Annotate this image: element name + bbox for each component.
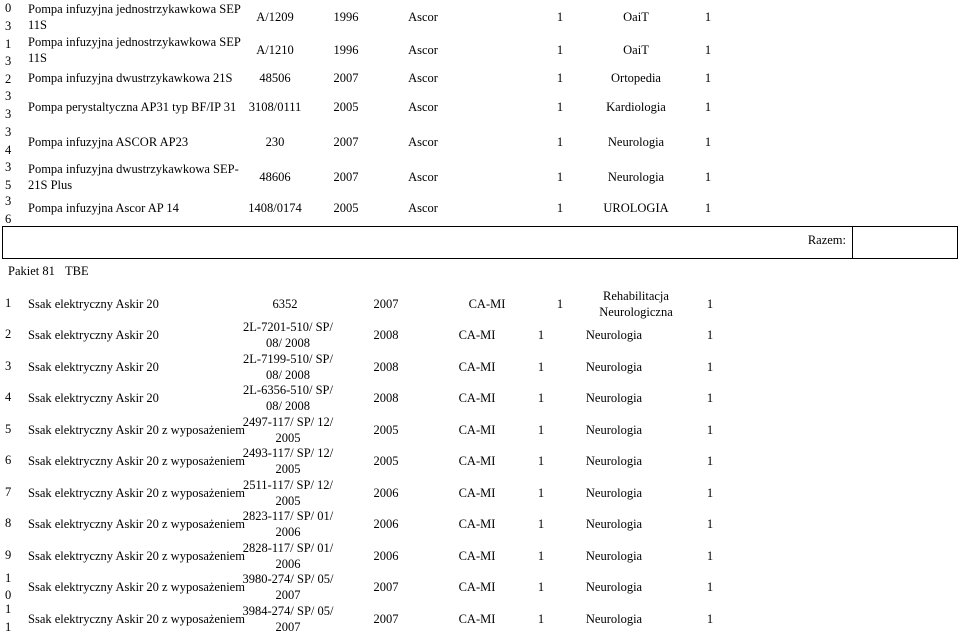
equipment-name: Pompa infuzyjna Ascor AP 14 xyxy=(28,200,179,215)
equipment-name: Ssak elektryczny Askir 20 z wyposażeniem xyxy=(28,454,245,468)
count: 1 xyxy=(704,43,712,57)
count: 1 xyxy=(706,454,714,468)
count: 1 xyxy=(704,71,712,85)
manufacturer: Ascor xyxy=(408,71,438,85)
equipment-name: Ssak elektryczny Askir 20 z wyposażeniem xyxy=(28,548,245,563)
count: 1 xyxy=(704,170,712,184)
manufacturer: CA-MI xyxy=(458,391,496,405)
count: 1 xyxy=(706,422,714,437)
count: 1 xyxy=(706,611,714,626)
equipment-name: Ssak elektryczny Askir 20 z wyposażeniem xyxy=(28,611,245,626)
row-number: 32 xyxy=(5,54,12,86)
serial-number: 1408/0174 xyxy=(248,201,302,215)
production-year: 2008 xyxy=(373,391,399,405)
department: OaiT xyxy=(623,43,649,57)
quantity: 1 xyxy=(556,10,564,24)
quantity: 1 xyxy=(537,422,545,437)
department: Neurologia xyxy=(607,170,665,184)
row-number: 6 xyxy=(5,453,12,468)
equipment-name: Pompa infuzyjna jednostrzykawkowa SEP 11S xyxy=(28,34,241,65)
quantity: 1 xyxy=(537,328,545,342)
department: Rehabilitacja Neurologiczna xyxy=(599,289,673,319)
manufacturer: CA-MI xyxy=(458,454,496,468)
serial-number: 3980-274/ SP/ 05/ 2007 xyxy=(242,572,334,602)
production-year: 2005 xyxy=(333,201,359,215)
quantity: 1 xyxy=(556,43,564,57)
serial-number: 2L-6356-510/ SP/ 08/ 2008 xyxy=(243,383,333,413)
production-year: 2006 xyxy=(373,517,399,531)
equipment-name: Ssak elektryczny Askir 20 z wyposażeniem xyxy=(28,580,245,594)
manufacturer: Ascor xyxy=(408,170,438,184)
serial-number: 2493-117/ SP/ 12/ 2005 xyxy=(242,446,334,476)
production-year: 2007 xyxy=(373,297,399,311)
quantity: 1 xyxy=(537,580,545,594)
production-year: 1996 xyxy=(333,43,359,57)
package-name: TBE xyxy=(65,263,89,278)
manufacturer: CA-MI xyxy=(458,611,496,626)
count: 1 xyxy=(706,297,714,311)
production-year: 2007 xyxy=(373,580,399,594)
serial-number: 2828-117/ SP/ 01/ 2006 xyxy=(242,540,334,571)
manufacturer: CA-MI xyxy=(458,328,496,342)
department: Ortopedia xyxy=(611,71,661,85)
row-number: 33 xyxy=(5,89,12,121)
serial-number: A/1210 xyxy=(256,43,294,57)
equipment-name: Pompa infuzyjna dwustrzykawkowa 21S xyxy=(28,70,233,85)
quantity: 1 xyxy=(537,485,545,500)
serial-number: 48506 xyxy=(259,71,291,85)
row-number: 34 xyxy=(5,125,12,157)
equipment-name: Pompa infuzyjna jednostrzykawkowa SEP 11S xyxy=(28,1,241,32)
serial-number: A/1209 xyxy=(256,10,294,24)
equipment-name: Ssak elektryczny Askir 20 z wyposażeniem xyxy=(28,485,245,500)
quantity: 1 xyxy=(556,297,564,311)
count: 1 xyxy=(704,100,712,114)
equipment-name: Pompa infuzyjna ASCOR AP23 xyxy=(28,134,189,149)
column-divider xyxy=(852,227,853,258)
department: Neurologia xyxy=(585,454,643,468)
manufacturer: CA-MI xyxy=(468,297,506,311)
equipment-name: Ssak elektryczny Askir 20 z wyposażeniem xyxy=(28,422,245,437)
department: Neurologia xyxy=(585,328,643,342)
table-row xyxy=(0,290,960,318)
production-year: 2008 xyxy=(373,328,399,342)
department: OaiT xyxy=(623,10,649,24)
row-number: 8 xyxy=(5,516,12,531)
serial-number: 2L-7201-510/ SP/ 08/ 2008 xyxy=(243,320,333,350)
department: Neurologia xyxy=(585,548,643,563)
row-number: 0 xyxy=(5,1,12,15)
department: Neurologia xyxy=(585,517,643,531)
quantity: 1 xyxy=(556,135,564,149)
production-year: 2005 xyxy=(373,454,399,468)
table-row xyxy=(0,319,960,351)
manufacturer: CA-MI xyxy=(458,580,496,594)
department: Neurologia xyxy=(585,580,643,594)
table-row xyxy=(0,571,960,603)
table-row xyxy=(0,414,960,446)
count: 1 xyxy=(706,517,714,531)
equipment-name: Ssak elektryczny Askir 20 xyxy=(28,297,159,311)
table-row xyxy=(0,194,960,226)
count: 1 xyxy=(706,485,714,500)
table-row xyxy=(0,90,960,124)
row-number: 36 xyxy=(5,194,12,226)
quantity: 1 xyxy=(556,71,564,85)
quantity: 1 xyxy=(556,201,564,215)
manufacturer: Ascor xyxy=(408,10,438,24)
count: 1 xyxy=(704,201,712,215)
count: 1 xyxy=(704,10,712,24)
count: 1 xyxy=(706,328,714,342)
serial-number: 3984-274/ SP/ 05/ 2007 xyxy=(242,603,334,634)
table-row xyxy=(0,54,960,90)
equipment-name: Ssak elektryczny Askir 20 xyxy=(28,328,159,342)
quantity: 1 xyxy=(556,100,564,114)
serial-number: 3108/0111 xyxy=(248,100,302,114)
department: Neurologia xyxy=(607,135,665,149)
department: Neurologia xyxy=(585,485,643,500)
quantity: 1 xyxy=(537,359,545,374)
production-year: 2006 xyxy=(373,548,399,563)
serial-number: 48606 xyxy=(259,170,291,184)
row-number: 31 xyxy=(5,19,12,51)
table-row xyxy=(0,351,960,383)
production-year: 2006 xyxy=(373,485,399,500)
table-row xyxy=(0,603,960,635)
serial-number: 2L-7199-510/ SP/ 08/ 2008 xyxy=(243,351,333,382)
serial-number: 2511-117/ SP/ 12/ 2005 xyxy=(242,477,334,508)
quantity: 1 xyxy=(537,517,545,531)
count: 1 xyxy=(706,580,714,594)
manufacturer: Ascor xyxy=(408,100,438,114)
serial-number: 2823-117/ SP/ 01/ 2006 xyxy=(242,509,334,539)
table-row xyxy=(0,540,960,572)
row-number: 9 xyxy=(5,547,12,562)
production-year: 2007 xyxy=(333,135,359,149)
department: Neurologia xyxy=(585,391,643,405)
manufacturer: CA-MI xyxy=(458,548,496,563)
quantity: 1 xyxy=(537,454,545,468)
equipment-name: Ssak elektryczny Askir 20 xyxy=(28,359,159,374)
table-row xyxy=(0,508,960,540)
department: Neurologia xyxy=(585,611,643,626)
table-row xyxy=(0,445,960,477)
row-number: 35 xyxy=(5,160,12,192)
production-year: 2007 xyxy=(333,170,359,184)
production-year: 2007 xyxy=(333,71,359,85)
table-row xyxy=(0,382,960,414)
quantity: 1 xyxy=(537,548,545,563)
table-row xyxy=(0,0,960,34)
production-year: 1996 xyxy=(333,10,359,24)
row-number: 5 xyxy=(5,421,12,436)
equipment-name: Ssak elektryczny Askir 20 z wyposażeniem xyxy=(28,517,245,531)
department: Kardiologia xyxy=(606,100,666,114)
department: UROLOGIA xyxy=(603,201,669,215)
quantity: 1 xyxy=(537,611,545,626)
production-year: 2007 xyxy=(373,611,399,626)
production-year: 2005 xyxy=(333,100,359,114)
count: 1 xyxy=(706,359,714,374)
quantity: 1 xyxy=(537,391,545,405)
table-row xyxy=(0,19,960,66)
manufacturer: Ascor xyxy=(408,43,438,57)
table-row xyxy=(0,477,960,509)
count: 1 xyxy=(706,548,714,563)
quantity: 1 xyxy=(556,170,564,184)
row-number: 3 xyxy=(5,358,12,373)
department: Neurologia xyxy=(585,422,643,437)
row-number: 7 xyxy=(5,484,12,499)
count: 1 xyxy=(706,391,714,405)
count: 1 xyxy=(704,135,712,149)
row-number: 2 xyxy=(5,327,12,342)
package-label: Pakiet 81 xyxy=(8,263,55,278)
manufacturer: Ascor xyxy=(408,201,438,215)
table-row xyxy=(0,124,960,160)
row-number: 4 xyxy=(5,390,12,405)
production-year: 2008 xyxy=(373,359,399,374)
equipment-name: Pompa perystaltyczna AP31 typ BF/IP 31 xyxy=(28,99,237,114)
department: Neurologia xyxy=(585,359,643,374)
production-year: 2005 xyxy=(373,422,399,437)
serial-number: 6352 xyxy=(272,297,298,311)
table-row xyxy=(0,160,960,194)
manufacturer: CA-MI xyxy=(458,359,496,374)
row-number: 10 xyxy=(5,570,12,602)
serial-number: 230 xyxy=(265,135,285,149)
manufacturer: CA-MI xyxy=(458,485,496,500)
manufacturer: CA-MI xyxy=(458,517,496,531)
manufacturer: Ascor xyxy=(408,135,438,149)
serial-number: 2497-117/ SP/ 12/ 2005 xyxy=(242,414,334,445)
total-label: Razem: xyxy=(807,233,846,247)
manufacturer: CA-MI xyxy=(458,422,496,437)
row-number: 11 xyxy=(5,602,12,634)
equipment-name: Pompa infuzyjna dwustrzykawkowa SEP-21S Plus xyxy=(28,161,239,192)
equipment-name: Ssak elektryczny Askir 20 xyxy=(28,391,159,405)
row-number: 1 xyxy=(5,296,12,311)
